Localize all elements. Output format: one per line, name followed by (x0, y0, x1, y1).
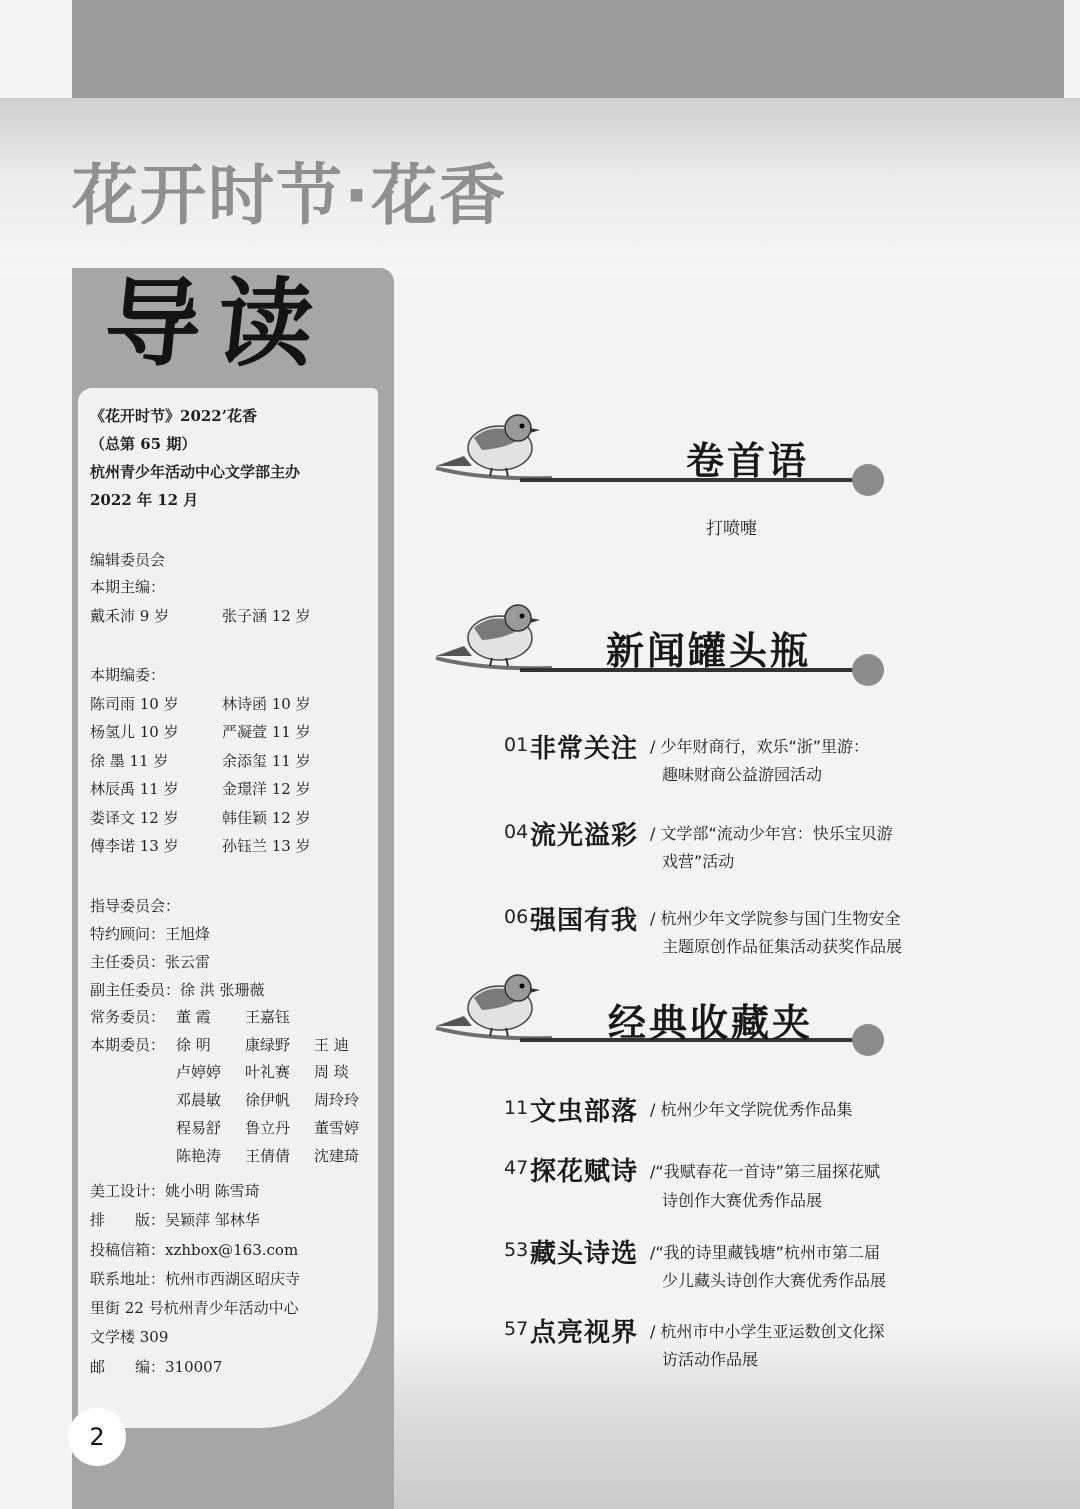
editor-name: 林诗函 10 岁 (222, 695, 311, 713)
guidance-board-heading: 指导委员会： (90, 897, 181, 915)
address-line: 联系地址：杭州市西湖区昭庆寺 (90, 1270, 301, 1288)
editorial-board-heading: 编辑委员会 (90, 551, 166, 569)
entry-description: / 杭州少年文学院优秀作品集 (650, 1100, 853, 1119)
editor-name: 金璟洋 12 岁 (222, 780, 311, 798)
entry-title: 探花赋诗 (530, 1157, 639, 1187)
entry-page-number: 01 (504, 734, 529, 756)
members-label: 本期委员： (90, 1036, 166, 1054)
submission-email: 投稿信箱：xzhbox@163.com (90, 1241, 299, 1259)
entry-title: 非常关注 (530, 734, 639, 764)
member-name: 沈建琦 (314, 1147, 360, 1165)
member-name: 卢婷婷 (176, 1063, 222, 1081)
member-name: 王 迪 (314, 1036, 349, 1054)
editor-name: 韩佳颖 12 岁 (222, 809, 311, 827)
standing-member: 董 霞 (176, 1008, 211, 1026)
member-name: 康绿野 (245, 1036, 291, 1054)
member-name: 周玲玲 (314, 1091, 360, 1109)
standing-label: 常务委员： (90, 1008, 166, 1026)
entry-page-number: 57 (504, 1318, 529, 1340)
member-name: 徐 明 (176, 1036, 211, 1054)
entry-description: / 文学部“流动少年宫：快乐宝贝游 (650, 824, 893, 843)
section-dot (852, 464, 884, 496)
chief-editor: 戴禾沛 9 岁 (90, 607, 170, 625)
section-dot (852, 1024, 884, 1056)
editor-name: 林辰禹 11 岁 (90, 780, 179, 798)
editor-name: 傅李诺 13 岁 (90, 837, 179, 855)
section-subtitle: 打喷嚏 (706, 519, 757, 539)
entry-description: /“我赋春花一首诗”第三届探花赋 (650, 1162, 880, 1181)
page-number: 2 (68, 1408, 126, 1466)
member-name: 程易舒 (176, 1119, 222, 1137)
editor-name: 陈司雨 10 岁 (90, 695, 179, 713)
entry-description: 戏营”活动 (662, 852, 735, 871)
director: 主任委员：张云雷 (90, 953, 211, 971)
entry-description: / 杭州少年文学院参与国门生物安全 (650, 909, 901, 928)
editors-label: 本期编委： (90, 666, 166, 684)
editor-name: 杨氢儿 10 岁 (90, 723, 179, 741)
member-name: 徐伊帆 (245, 1091, 291, 1109)
section-title: 新闻罐头瓶 (606, 629, 812, 673)
section-dot (852, 654, 884, 686)
entry-page-number: 47 (504, 1157, 529, 1179)
entry-page-number: 11 (504, 1097, 529, 1119)
chief-editor-label: 本期主编： (90, 578, 166, 596)
member-name: 周 琰 (314, 1063, 349, 1081)
member-name: 邓晨敏 (176, 1091, 222, 1109)
chief-editor: 张子涵 12 岁 (222, 607, 311, 625)
entry-title: 点亮视界 (530, 1318, 639, 1348)
member-name: 王倩倩 (245, 1147, 291, 1165)
member-name: 鲁立丹 (245, 1119, 291, 1137)
member-name: 叶礼赛 (245, 1063, 291, 1081)
section-title: 经典收藏夹 (608, 1001, 814, 1045)
entry-page-number: 06 (504, 906, 529, 928)
entry-description: /“我的诗里藏钱塘”杭州市第二届 (650, 1243, 880, 1262)
entry-description: 诗创作大赛优秀作品展 (662, 1191, 823, 1210)
layout-credit: 排 版：吴颖萍 邹林华 (90, 1211, 260, 1229)
masthead-issue: 《花开时节》2022’花香 (90, 407, 257, 425)
masthead-host: 杭州青少年活动中心文学部主办 (90, 463, 301, 481)
top-banner (72, 0, 1064, 98)
masthead-date: 2022 年 12 月 (90, 491, 199, 509)
entry-description: 趣味财商公益游园活动 (662, 765, 823, 784)
bird-icon (432, 968, 552, 1058)
member-name: 陈艳涛 (176, 1147, 222, 1165)
section-title: 卷首语 (686, 439, 810, 483)
entry-description: 少儿藏头诗创作大赛优秀作品展 (662, 1271, 887, 1290)
address-line: 里街 22 号杭州青少年活动中心 (90, 1299, 299, 1317)
standing-member: 王嘉钰 (245, 1008, 291, 1026)
vice-director: 副主任委员：徐 洪 张珊薇 (90, 981, 265, 999)
masthead-total-issue: （总第 65 期） (90, 435, 197, 453)
editor-name: 孙钰兰 13 岁 (222, 837, 311, 855)
entry-page-number: 53 (504, 1239, 529, 1261)
editor-name: 余添玺 11 岁 (222, 752, 311, 770)
entry-page-number: 04 (504, 821, 529, 843)
entry-description: 访活动作品展 (662, 1350, 759, 1369)
bird-icon (432, 408, 552, 498)
member-name: 董雪婷 (314, 1119, 360, 1137)
section-heading: 导读 (99, 267, 336, 380)
magazine-title: 花开时节·花香 (72, 157, 508, 234)
entry-title: 强国有我 (530, 906, 639, 936)
entry-title: 流光溢彩 (530, 821, 639, 851)
editor-name: 娄译文 12 岁 (90, 809, 179, 827)
postcode: 邮 编：310007 (90, 1358, 223, 1376)
entry-description: 主题原创作品征集活动获奖作品展 (662, 937, 903, 956)
entry-title: 文虫部落 (530, 1097, 639, 1127)
entry-description: / 杭州市中小学生亚运数创文化探 (650, 1322, 885, 1341)
entry-description: / 少年财商行，欢乐“浙”里游： (650, 737, 870, 756)
editor-name: 徐 墨 11 岁 (90, 752, 169, 770)
bird-icon (432, 598, 552, 688)
art-design: 美工设计：姚小明 陈雪琦 (90, 1182, 260, 1200)
editor-name: 严凝萱 11 岁 (222, 723, 311, 741)
address-line: 文学楼 309 (90, 1328, 169, 1346)
advisor: 特约顾问：王旭烽 (90, 925, 211, 943)
entry-title: 藏头诗选 (530, 1239, 639, 1269)
